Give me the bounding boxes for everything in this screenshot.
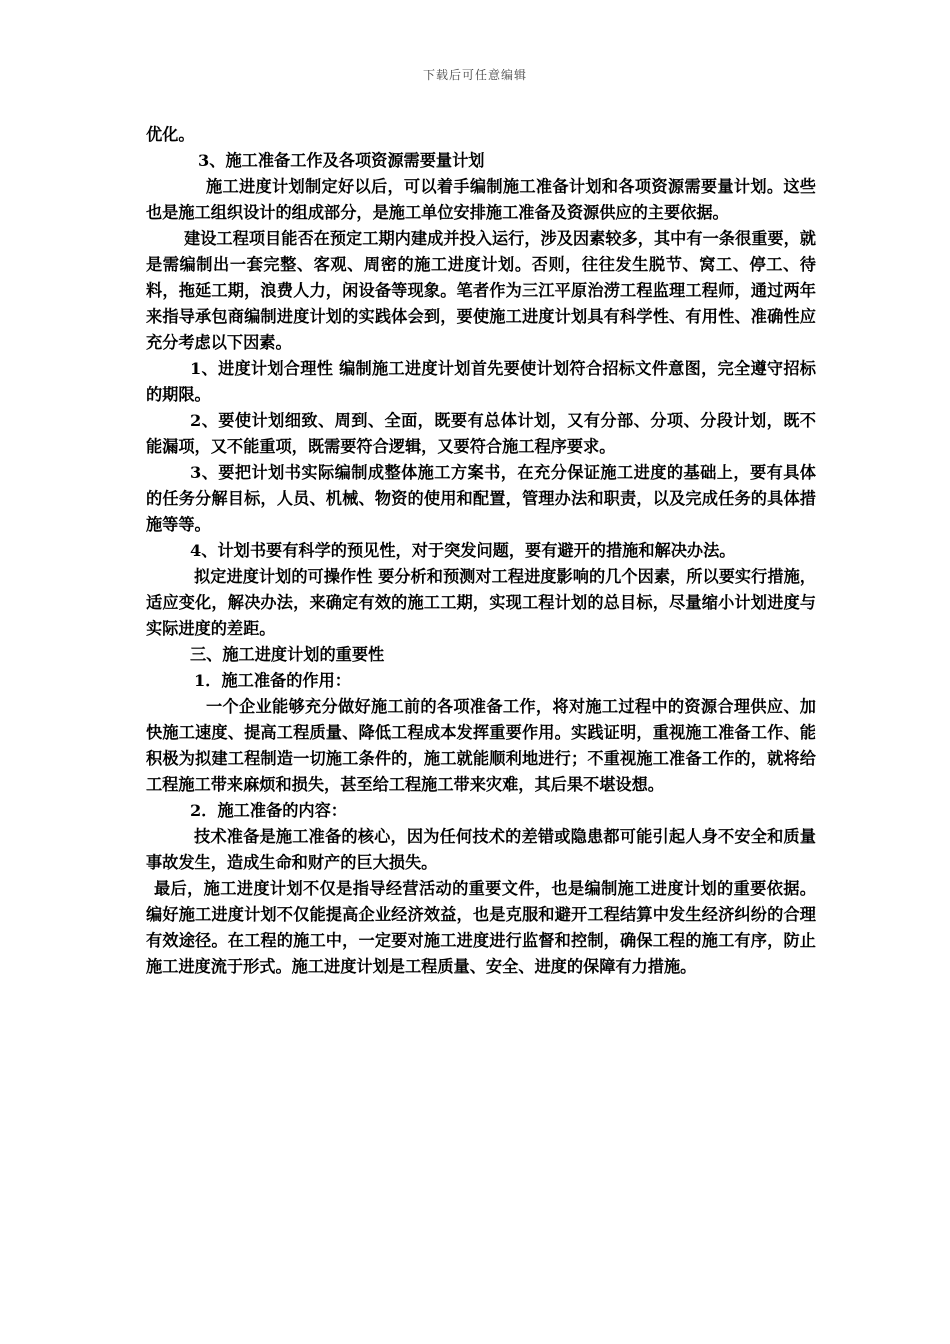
paragraph-continuation: 优化。 xyxy=(146,125,195,144)
list-item-detail: 2、要使计划细致、周到、全面，既要有总体计划，又有分部、分项、分段计划，既不能漏项，又不能重项，既需要符合逻辑，又要符合施工程序要求。 xyxy=(146,411,816,456)
section-heading-resource-plan: 3、施工准备工作及各项资源需要量计划 xyxy=(198,151,485,170)
section-heading-importance: 三、施工进度计划的重要性 xyxy=(190,645,385,664)
subheading-preparation-role: 1．施工准备的作用： xyxy=(194,671,351,690)
paragraph-preparation-plan: 施工进度计划制定好以后，可以着手编制施工准备计划和各项资源需要量计划。这些也是施工组织设计的组成部分，是施工单位安排施工准备及资源供应的主要依据。 xyxy=(146,177,816,222)
paragraph-technical-preparation: 技术准备是施工准备的核心，因为任何技术的差错或隐患都可能引起人身不安全和质量事故发生，造成生命和财产的巨大损失。 xyxy=(146,827,816,872)
paragraph-conclusion: 最后，施工进度计划不仅是指导经营活动的重要文件，也是编制施工进度计划的重要依据。编好施工进度计划不仅能提高企业经济效益，也是克服和避开工程结算中发生经济纠纷的合理有效途径。在工程的施工中，一定要对施工进度进行监督和控制，确保工程的施工有序，防止施工进度流于形式。施工进度计划是工程质量、安全、进度的保障有力措施。 xyxy=(146,879,816,976)
page-header: 下载后可任意编辑 xyxy=(422,68,527,82)
list-item-foresight: 4、计划书要有科学的预见性，对于突发问题，要有避开的措施和解决办法。 xyxy=(190,541,736,560)
paragraph-preparation-role: 一个企业能够充分做好施工前的各项准备工作，将对施工过程中的资源合理供应、加快施工速度、提高工程质量、降低工程成本发挥重要作用。实践证明，重视施工准备工作、能积极为拟建工程制造一切施工条件的，施工就能顺利地进行；不重视施工准备工作的，就将给工程施工带来麻烦和损失，甚至给工程施工带来灾难，其后果不堪设想。 xyxy=(146,697,816,794)
document-body xyxy=(146,122,816,980)
list-item-construction-plan: 3、要把计划书实际编制成整体施工方案书，在充分保证施工进度的基础上，要有具体的任务分解目标，人员、机械、物资的使用和配置，管理办法和职责，以及完成任务的具体措施等等。 xyxy=(146,463,816,534)
subheading-preparation-content: 2．施工准备的内容： xyxy=(190,801,347,820)
paragraph-operability: 拟定进度计划的可操作性 要分析和预测对工程进度影响的几个因素，所以要实行措施，适应变化，解决办法，来确定有效的施工工期，实现工程计划的总目标，尽量缩小计划进度与实际进度的差距。 xyxy=(146,567,816,638)
list-item-reasonableness: 1、进度计划合理性 编制施工进度计划首先要使计划符合招标文件意图，完全遵守招标的期限。 xyxy=(146,359,816,404)
paragraph-project-schedule: 建设工程项目能否在预定工期内建成并投入运行，涉及因素较多，其中有一条很重要，就是需编制出一套完整、客观、周密的施工进度计划。否则，往往发生脱节、窝工、停工、待料，拖延工期，浪费人力，闲设备等现象。笔者作为三江平原治涝工程监理工程师，通过两年来指导承包商编制进度计划的实践体会到，要使施工进度计划具有科学性、有用性、准确性应充分考虑以下因素。 xyxy=(146,229,816,352)
